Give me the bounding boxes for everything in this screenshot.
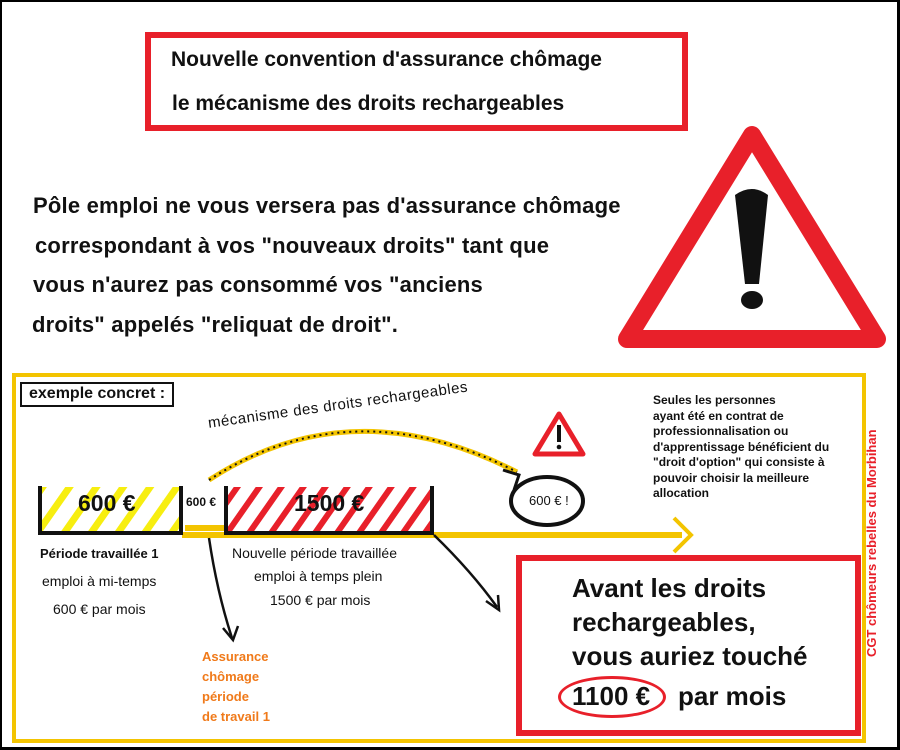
- warning-line-1: Pôle emploi ne vous versera pas d'assurance chômage: [33, 193, 621, 218]
- period-2-type: emploi à temps plein: [254, 568, 383, 584]
- result-line-1: Avant les droits: [572, 573, 767, 603]
- recharge-arc: [209, 431, 517, 480]
- gap-amount: 600 €: [186, 495, 217, 509]
- option-note-line-3: professionnalisation ou: [653, 424, 789, 438]
- result-amount: 1100 €: [572, 681, 651, 711]
- warning-triangle-small-icon: [535, 414, 583, 454]
- period-2-title: Nouvelle période travaillée: [232, 545, 397, 561]
- option-note-line-6: pouvoir choisir la meilleure: [653, 470, 810, 485]
- option-note: [653, 393, 863, 502]
- period-1-amount: 600 €: [78, 490, 136, 516]
- benefit-label-line-3: période: [202, 689, 249, 704]
- credit-label: CGT chômeurs rebelles du Morbihan: [864, 429, 879, 657]
- period-1-type: emploi à mi-temps: [42, 573, 157, 589]
- result-line-2: rechargeables,: [572, 607, 756, 637]
- benefit-label-line-1: Assurance: [202, 649, 269, 664]
- warning-line-2: correspondant à vos "nouveaux droits" tant que: [35, 233, 550, 258]
- option-note-line-2: ayant été en contrat de: [653, 408, 784, 423]
- benefit-label-line-4: de travail 1: [202, 709, 270, 724]
- option-note-line-1: Seules les personnes: [653, 393, 776, 407]
- result-line-3: vous auriez touché: [572, 641, 808, 671]
- benefit-label-line-2: chômage: [202, 669, 260, 684]
- period-1-title: Période travaillée 1: [40, 546, 159, 561]
- arc-label: mécanisme des droits rechargeables: [207, 378, 469, 432]
- period-1-pay: 600 € par mois: [53, 601, 146, 617]
- result-arrow: [434, 535, 497, 607]
- option-note-line-5: "droit d'option" qui consiste à: [653, 455, 825, 469]
- example-label: exemple concret :: [20, 382, 174, 407]
- canvas: [2, 2, 897, 747]
- title-line-1: Nouvelle convention d'assurance chômage: [171, 48, 602, 71]
- benefit-arrow: [209, 538, 232, 638]
- result-suffix: par mois: [678, 681, 787, 711]
- circled-amount: 600 € !: [529, 493, 569, 508]
- option-note-line-7: allocation: [653, 486, 710, 500]
- option-note-line-4: d'apprentissage bénéficient du: [653, 439, 830, 454]
- warning-line-4: droits" appelés "reliquat de droit".: [32, 312, 399, 337]
- benefit-label: [202, 647, 270, 727]
- period-2-amount: 1500 €: [294, 490, 365, 516]
- title-line-2: le mécanisme des droits rechargeables: [172, 92, 565, 115]
- period-2-pay: 1500 € par mois: [270, 592, 371, 608]
- warning-line-3: vous n'aurez pas consommé vos "anciens: [33, 272, 483, 297]
